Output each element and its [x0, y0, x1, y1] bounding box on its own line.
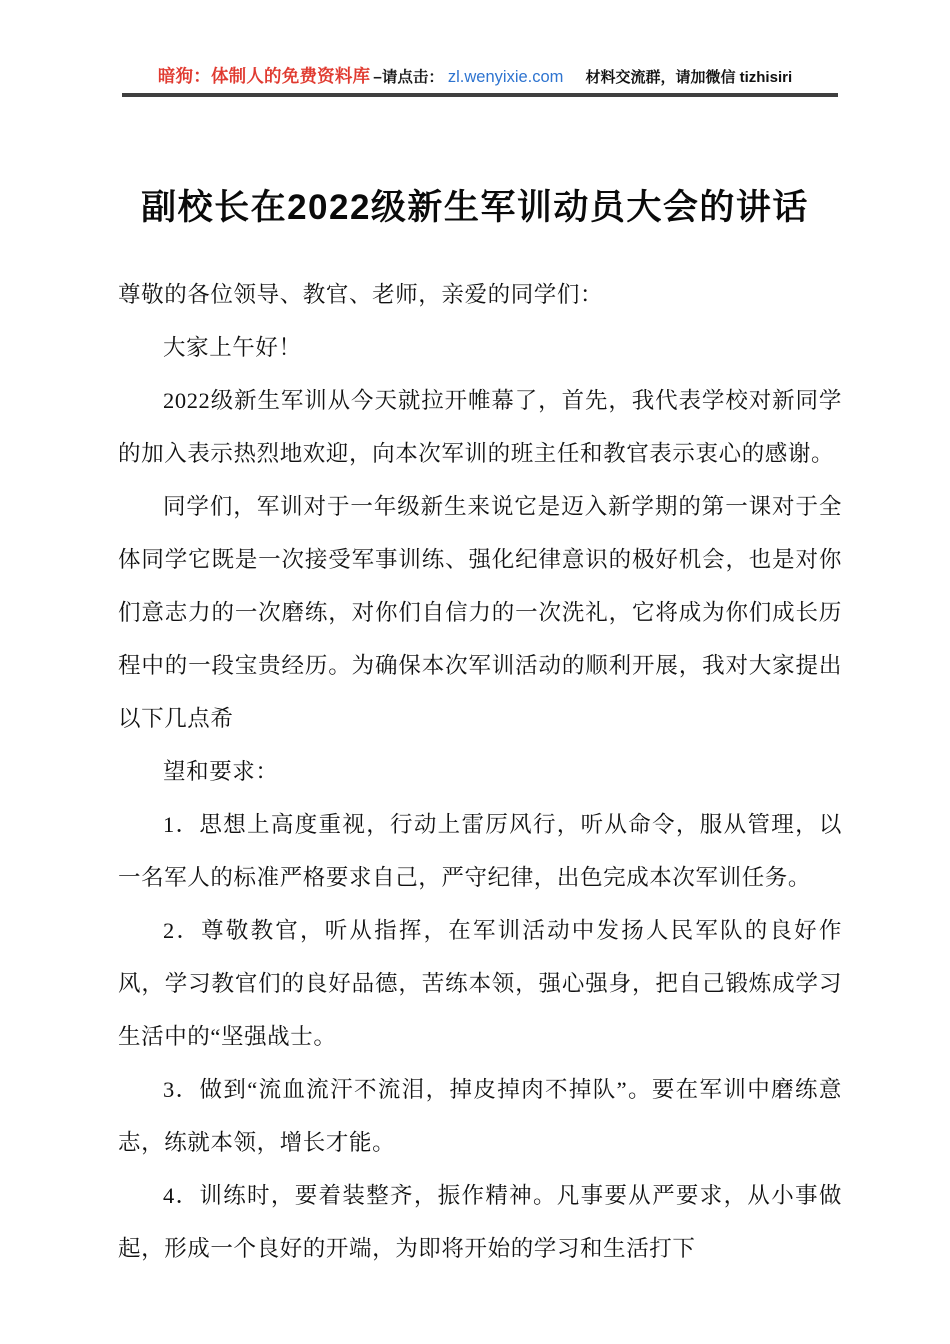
paragraph-opening: 2022级新生军训从今天就拉开帷幕了，首先，我代表学校对新同学的加入表示热烈地欢迎，向本次军训的班主任和教官表示衷心的感谢。 — [118, 388, 842, 466]
document-title: 副校长在2022级新生军训动员大会的讲话 — [141, 188, 809, 228]
promo-banner — [0, 58, 950, 92]
paragraph-requirement-1: 1．思想上高度重视，行动上雷厉风行，听从命令，服从管理，以一名军人的标准严格要求自己，严守纪律，出色完成本次军训任务。 — [118, 812, 842, 890]
paragraph-requirement-4: 4．训练时，要着装整齐，振作精神。凡事要从严要求，从小事做起，形成一个良好的开端，为即将开始的学习和生活打下 — [118, 1183, 842, 1261]
promo-brand-text: 暗狗：体制人的免费资料库 — [157, 65, 371, 86]
promo-wechat-text: 材料交流群，请加微信 tizhisiri — [585, 68, 793, 86]
promo-click-prompt: –请点击： — [373, 68, 444, 86]
paragraph-salutation: 尊敬的各位领导、教官、老师，亲爱的同学们： — [118, 282, 604, 307]
document-body — [118, 268, 842, 1275]
promo-site-link[interactable]: zl.wenyixie.com — [447, 67, 564, 86]
paragraph-requirement-3: 3．做到“流血流汗不流泪，掉皮掉肉不掉队”。要在军训中磨练意志，练就本领，增长才能。 — [118, 1077, 842, 1155]
promo-banner-inner — [158, 63, 792, 88]
paragraph-requirement-2: 2．尊敬教官，听从指挥，在军训活动中发扬人民军队的良好作风，学习教官们的良好品德，苦练本领，强心强身，把自己锻炼成学习生活中的“坚强战士。 — [118, 918, 842, 1049]
paragraph-significance: 同学们，军训对于一年级新生来说它是迈入新学期的第一课对于全体同学它既是一次接受军事训练、强化纪律意识的极好机会，也是对你们意志力的一次磨练，对你们自信力的一次洗礼，它将成为你们成长历程中的一段宝贵经历。为确保本次军训活动的顺利开展，我对大家提出以下几点希 — [118, 494, 842, 731]
paragraph-greeting: 大家上午好！ — [163, 335, 302, 360]
header-divider-rule — [122, 93, 838, 97]
paragraph-requirements-heading: 望和要求： — [163, 759, 279, 784]
